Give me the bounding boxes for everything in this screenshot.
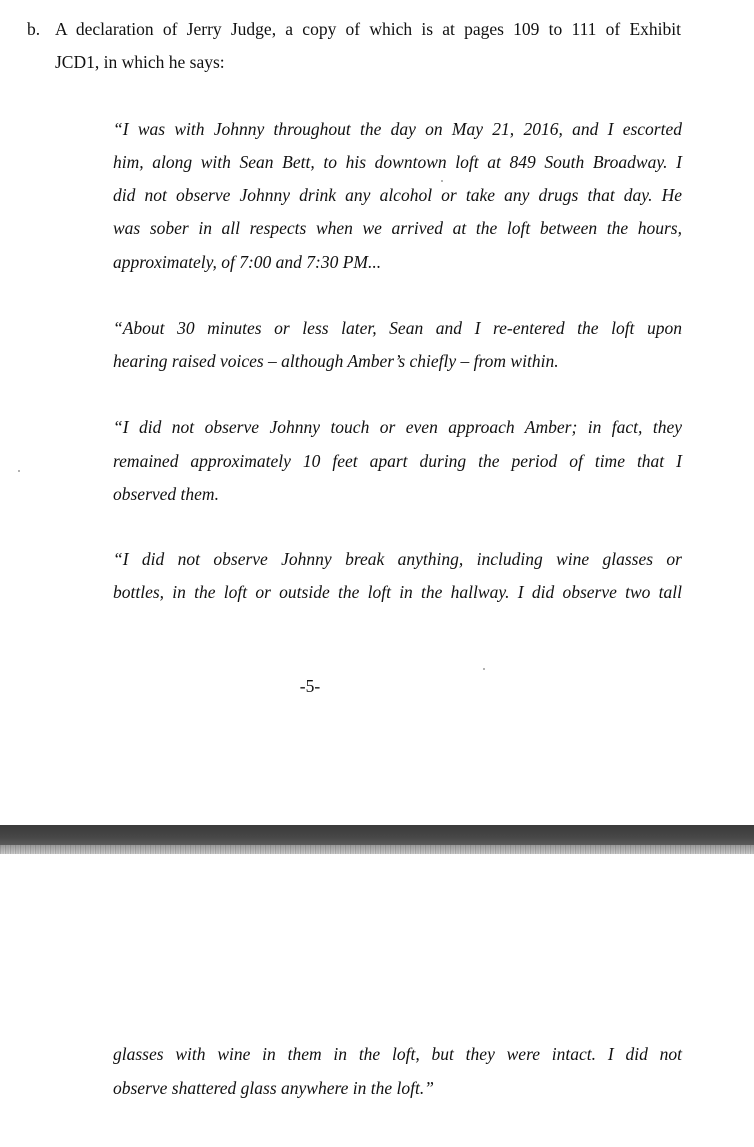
- scan-speck: [483, 668, 485, 670]
- quote-line: approximately, of 7:00 and 7:30 PM...: [113, 252, 382, 272]
- item-label: b.: [27, 19, 41, 39]
- intro-line-1: A declaration of Jerry Judge, a copy of which is at pages 109 to 111 of Exhibit: [55, 19, 681, 39]
- quote-line: “I did not observe Johnny touch or even approach Amber; in fact, they: [113, 417, 682, 437]
- quote-line: did not observe Johnny drink any alcohol or take any drugs that day. He: [113, 185, 682, 205]
- page-break-scan-noise: [0, 845, 754, 854]
- page-break-divider: [0, 825, 754, 857]
- quote-line: observed them.: [113, 484, 219, 504]
- quote-line: was sober in all respects when we arrived at the loft between the hours,: [113, 218, 682, 238]
- scan-speck: [18, 470, 20, 472]
- quote-line: “About 30 minutes or less later, Sean and I re-entered the loft upon: [113, 318, 682, 338]
- quote-line: him, along with Sean Bett, to his downtown loft at 849 South Broadway. I: [113, 152, 682, 172]
- quote-line: “I was with Johnny throughout the day on May 21, 2016, and I escorted: [113, 119, 682, 139]
- page-number: -5-: [299, 676, 321, 696]
- scan-speck: [441, 180, 443, 182]
- quote-line: observe shattered glass anywhere in the loft.”: [113, 1078, 434, 1098]
- quote-line: bottles, in the loft or outside the loft in the hallway. I did observe two tall: [113, 582, 682, 602]
- quote-line: hearing raised voices – although Amber’s chiefly – from within.: [113, 351, 559, 371]
- page-break-bar: [0, 825, 754, 845]
- quote-line: glasses with wine in them in the loft, but they were intact. I did not: [113, 1044, 682, 1064]
- quote-line: remained approximately 10 feet apart during the period of time that I: [113, 451, 682, 471]
- intro-line-2: JCD1, in which he says:: [55, 52, 225, 72]
- quote-line: “I did not observe Johnny break anything, including wine glasses or: [113, 549, 682, 569]
